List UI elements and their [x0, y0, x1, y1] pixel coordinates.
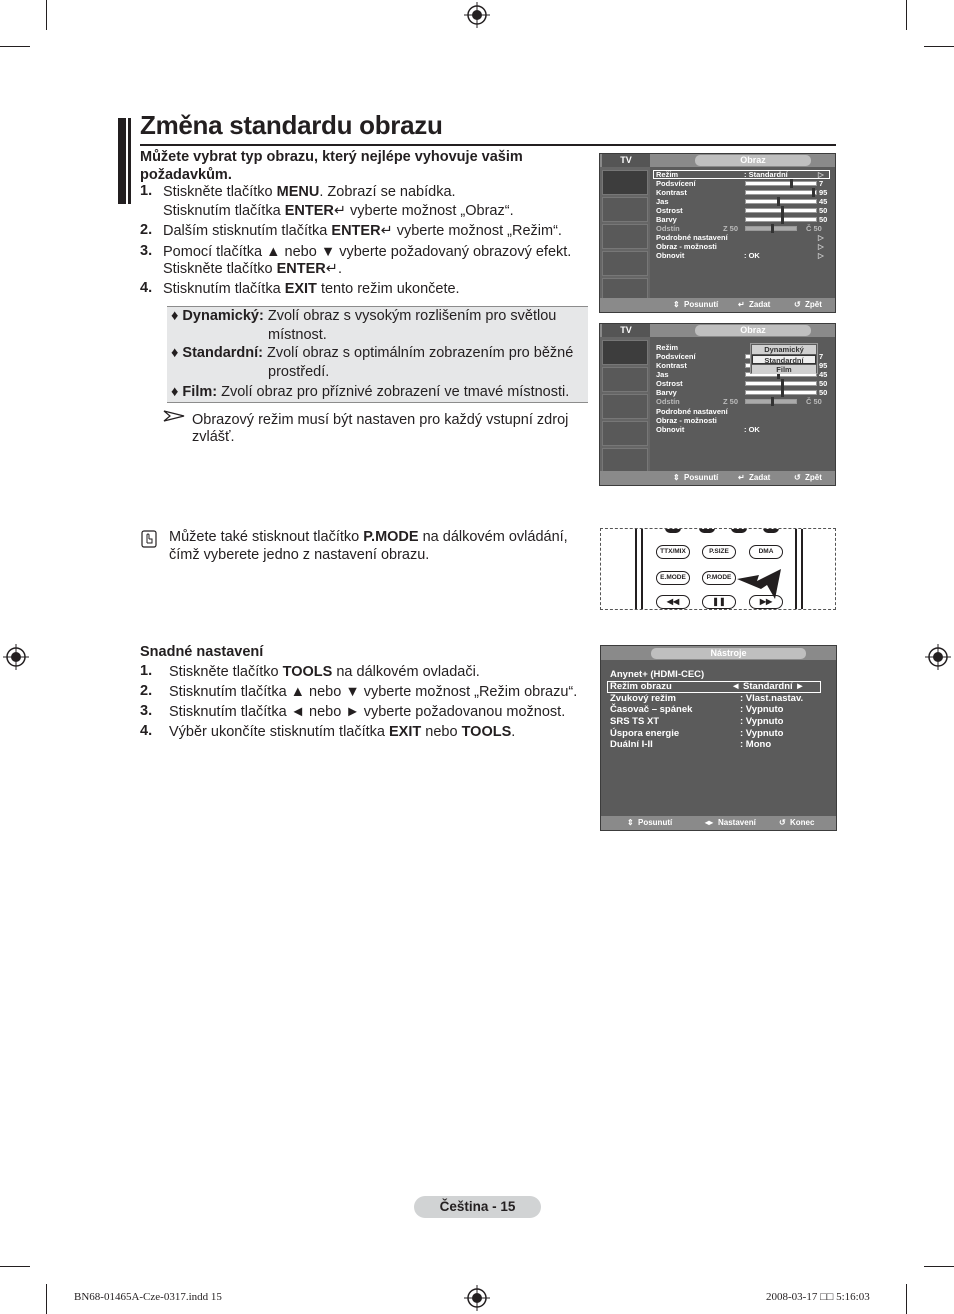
tools-row-label[interactable]: Anynet+ (HDMI-CEC): [610, 669, 705, 680]
osd-row-label: Jas: [656, 197, 669, 206]
brightness-slider: [745, 199, 817, 204]
chevron-right-icon: ▷: [818, 251, 824, 260]
color-slider: [745, 390, 817, 395]
picture-menu-icon: [602, 170, 648, 195]
tools-row-value[interactable]: : Vypnuto: [740, 704, 784, 715]
step-number: 4.: [140, 723, 153, 739]
fast-forward-button[interactable]: ▶▶: [749, 595, 783, 609]
step-text: Stiskněte tlačítko ENTER↵.: [163, 261, 342, 277]
move-icon: ⇕: [673, 300, 680, 309]
dma-button[interactable]: DMA: [749, 545, 783, 559]
osd-row-label: Podrobné nastavení: [656, 233, 728, 242]
osd-row-label: Podsvícení: [656, 179, 696, 188]
osd-row-value: 50: [819, 379, 828, 388]
remote-inner-rule: [641, 529, 643, 610]
step-number: 4.: [140, 280, 153, 296]
step-number: 1.: [140, 663, 153, 679]
registration-mark-icon: [464, 1285, 490, 1311]
tools-row-label[interactable]: Duální I-II: [610, 739, 653, 750]
title-rule: [140, 144, 836, 146]
move-icon: ⇕: [673, 473, 680, 482]
note-text: zvlášť.: [192, 429, 235, 445]
osd-row-value: : OK: [744, 251, 760, 260]
crop-mark: [0, 46, 30, 47]
move-icon: ⇕: [627, 818, 634, 827]
osd-row-label: Odstín: [656, 397, 680, 406]
osd-row-label: Obnovit: [656, 251, 685, 260]
page-title: Změna standardu obrazu: [140, 110, 443, 140]
osd-row-value: 45: [819, 370, 828, 379]
osd-row-label: Ostrost: [656, 206, 683, 215]
enter-icon: ↵: [333, 203, 346, 219]
remote-control-illustration: [600, 528, 836, 610]
step-text: Stisknutím tlačítka ▲ nebo ▼ vyberte možnost „Režim obrazu“.: [169, 684, 578, 700]
mode-item: prostředí.: [268, 364, 330, 380]
mode-item: ♦ Film: Zvolí obraz pro příznivé zobrazení ve tmavé místnosti.: [171, 384, 570, 400]
tip-hand-icon: [141, 530, 157, 548]
osd-tab-title: Obraz: [695, 155, 811, 166]
step-number: 2.: [140, 683, 153, 699]
dropdown-option-selected[interactable]: Standardní: [752, 355, 816, 364]
return-icon: ↺: [794, 473, 801, 482]
tools-row-value[interactable]: ◄ Standardní ►: [731, 681, 805, 692]
tip-text: Můžete také stisknout tlačítko P.MODE na dálkovém ovládání,: [169, 529, 568, 545]
contrast-slider: [745, 190, 817, 195]
color-slider: [745, 217, 817, 222]
mode-item: ♦ Dynamický: Zvolí obraz s vysokým rozlišením pro světlou: [171, 308, 557, 324]
tools-row-label[interactable]: Úspora energie: [610, 728, 680, 739]
e-mode-button[interactable]: E.MODE: [656, 571, 690, 585]
tools-row-label[interactable]: SRS TS XT: [610, 716, 660, 727]
osd-row-value: 95: [819, 361, 828, 370]
osd-bottom-bar: ⇕ Posunutí ↵ Zadat ↺ Zpět: [600, 471, 835, 485]
osd-picture-mode-dropdown: [599, 323, 836, 486]
tools-menu: [600, 645, 837, 831]
intro-text: Můžete vybrat typ obrazu, který nejlépe vyhovuje vašim požadavkům.: [140, 149, 523, 183]
sound-menu-icon: [602, 197, 648, 222]
dropdown-option[interactable]: Dynamický: [752, 345, 816, 354]
input-menu-icon: [602, 448, 648, 473]
registration-mark-icon: [3, 644, 29, 670]
picture-menu-icon: [602, 340, 648, 365]
osd-row-value: Č 50: [806, 397, 822, 406]
osd-row-value: : Standardní: [744, 170, 788, 179]
dropdown-option[interactable]: Film: [752, 365, 816, 374]
imprint-file: BN68-01465A-Cze-0317.indd 15: [74, 1291, 222, 1303]
imprint-date: 2008-03-17 □□ 5:16:03: [766, 1291, 870, 1303]
pointer-arrow-icon: [737, 567, 785, 601]
tools-row-label[interactable]: Režim obrazu: [610, 681, 672, 692]
osd-row-label: Barvy: [656, 215, 677, 224]
osd-row-value: Z 50: [723, 397, 739, 406]
osd-row-value: 45: [819, 197, 828, 206]
osd-row-label: Režim: [656, 170, 679, 179]
return-icon: ↺: [794, 300, 801, 309]
crop-mark: [46, 1284, 47, 1314]
tools-row-value[interactable]: : Vypnuto: [740, 728, 784, 739]
tint-slider: [745, 226, 797, 231]
tools-row-value[interactable]: : Vlast.nastav.: [740, 693, 804, 704]
top-button-row: [665, 528, 781, 533]
crop-mark: [46, 0, 47, 30]
chevron-right-icon: ▷: [818, 170, 824, 179]
osd-sidebar: [600, 167, 650, 298]
osd-row-value: : OK: [744, 425, 760, 434]
return-icon: ↺: [779, 818, 786, 827]
osd-row-label: Obraz - možnosti: [656, 416, 717, 425]
step-number: 2.: [140, 222, 153, 238]
tint-slider: [745, 399, 797, 404]
enter-icon: ↵: [738, 300, 745, 309]
crop-mark: [906, 0, 907, 30]
osd-row-label: Obnovit: [656, 425, 685, 434]
registration-mark-icon: [464, 2, 490, 28]
osd-row-label: Podsvícení: [656, 352, 696, 361]
easy-setting-heading: Snadné nastavení: [140, 644, 264, 660]
step-text: Stiskněte tlačítko TOOLS na dálkovém ovladači.: [169, 664, 480, 680]
mode-item: místnost.: [268, 327, 327, 343]
setup-menu-icon: [602, 421, 648, 446]
step-text: Pomocí tlačítka ▲ nebo ▼ vyberte požadovaný obrazový efekt.: [163, 244, 572, 260]
osd-row-value: 50: [819, 206, 828, 215]
osd-tab-title: Obraz: [695, 325, 811, 336]
chevron-right-icon: ▷: [818, 242, 824, 251]
osd-row-value: Č 50: [806, 224, 822, 233]
osd-row-label: Kontrast: [656, 361, 687, 370]
osd-row-label: Podrobné nastavení: [656, 407, 728, 416]
note-arrow-icon: [163, 410, 185, 422]
step-number: 3.: [140, 703, 153, 719]
step-number: 3.: [140, 243, 153, 259]
mode-dropdown[interactable]: [750, 343, 818, 374]
osd-row-value: 50: [819, 388, 828, 397]
osd-row-value: Z 50: [723, 224, 739, 233]
remote-inner-rule: [795, 529, 797, 610]
osd-row-label: Obraz - možnosti: [656, 242, 717, 251]
step-text: Výběr ukončíte stisknutím tlačítka EXIT nebo TOOLS.: [169, 724, 516, 740]
enter-icon: ↵: [380, 223, 393, 239]
registration-mark-icon: [925, 644, 951, 670]
tools-row-value[interactable]: : Vypnuto: [740, 716, 784, 727]
chevron-right-icon: ▷: [818, 233, 824, 242]
title-accent-bar: [118, 118, 126, 204]
tools-bottom-bar: ⇕ Posunutí ◂▸ Nastavení ↺ Konec: [601, 816, 836, 830]
tools-row-value[interactable]: : Mono: [740, 739, 772, 750]
enter-icon: ↵: [738, 473, 745, 482]
osd-row-value: 50: [819, 215, 828, 224]
tools-row-label[interactable]: Zvukový režim: [610, 693, 676, 704]
osd-source-tag: TV: [602, 154, 650, 167]
sharpness-slider: [745, 381, 817, 386]
osd-row-label: Kontrast: [656, 188, 687, 197]
osd-row-label: Odstín: [656, 224, 680, 233]
osd-row-value: 7: [819, 179, 824, 188]
osd-bottom-bar: ⇕ Posunutí ↵ Zadat ↺ Zpět: [600, 298, 835, 312]
channel-menu-icon: [602, 224, 648, 249]
osd-row-label: Režim: [656, 343, 679, 352]
osd-sidebar: [600, 337, 650, 471]
tools-row-label[interactable]: Časovač – spánek: [610, 704, 693, 715]
osd-selected-row: [653, 170, 830, 179]
osd-row-value: 95: [819, 188, 828, 197]
tip-text: čímž vyberete jedno z nastavení obrazu.: [169, 547, 430, 563]
pause-button[interactable]: ❚❚: [702, 595, 736, 609]
osd-row-label: Ostrost: [656, 379, 683, 388]
crop-mark: [906, 1284, 907, 1314]
step-text: Stiskněte tlačítko MENU. Zobrazí se nabídka.: [163, 184, 456, 200]
step-text: Stisknutím tlačítka ENTER↵ vyberte možnost „Obraz“.: [163, 203, 514, 219]
ttx-mix-button[interactable]: TTX/MIX: [656, 545, 690, 559]
left-right-icon: ◂▸: [705, 818, 714, 827]
channel-menu-icon: [602, 394, 648, 419]
picture-modes-box: [167, 306, 588, 403]
osd-picture-menu: [599, 153, 836, 313]
step-text: Stisknutím tlačítka EXIT tento režim ukončete.: [163, 281, 460, 297]
crop-mark: [924, 46, 954, 47]
osd-row-label: Barvy: [656, 388, 677, 397]
enter-icon: ↵: [325, 261, 338, 277]
tools-title: Nástroje: [651, 648, 806, 659]
step-text: Dalším stisknutím tlačítka ENTER↵ vyberte možnost „Režim“.: [163, 223, 562, 239]
crop-mark: [0, 1266, 30, 1267]
step-text: Stisknutím tlačítka ◄ nebo ► vyberte požadovanou možnost.: [169, 704, 566, 720]
osd-row-label: Jas: [656, 370, 669, 379]
title-accent-bar: [128, 118, 131, 204]
p-size-button[interactable]: P.SIZE: [702, 545, 736, 559]
step-number: 1.: [140, 183, 153, 199]
sound-menu-icon: [602, 367, 648, 392]
mode-item: ♦ Standardní: Zvolí obraz s optimálním zobrazením pro běžné: [171, 345, 574, 361]
backlight-slider: [745, 181, 817, 186]
crop-mark: [924, 1266, 954, 1267]
note-text: Obrazový režim musí být nastaven pro každý vstupní zdroj: [192, 412, 569, 428]
osd-row-value: 7: [819, 352, 824, 361]
page-number-pill: Čeština - 15: [414, 1196, 541, 1218]
rewind-button[interactable]: ◀◀: [656, 595, 690, 609]
setup-menu-icon: [602, 251, 648, 276]
sharpness-slider: [745, 208, 817, 213]
p-mode-button[interactable]: P.MODE: [702, 571, 736, 585]
osd-source-tag: TV: [602, 324, 650, 337]
